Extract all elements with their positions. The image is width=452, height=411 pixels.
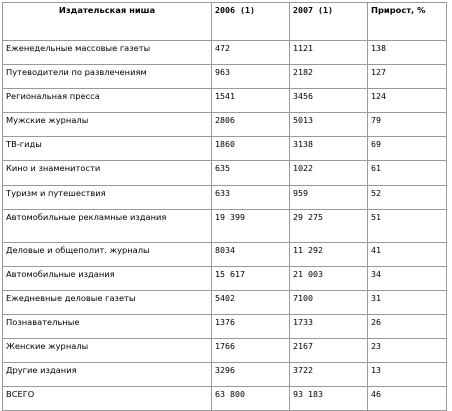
- value-2006-cell: 8034: [212, 242, 290, 266]
- value-2007-cell: 3456: [290, 89, 368, 113]
- table-row: [3, 209, 447, 242]
- table-row: [3, 65, 447, 89]
- header-2006: 2006 (1): [212, 3, 290, 41]
- value-2007-cell: 959: [290, 185, 368, 209]
- value-2007-cell: 1121: [290, 41, 368, 65]
- niche-cell: Познавательные: [3, 314, 212, 338]
- table-row: [3, 137, 447, 161]
- niche-cell: Женские журналы: [3, 339, 212, 363]
- table-row: [3, 242, 447, 266]
- value-2006-cell: 472: [212, 41, 290, 65]
- value-2007-cell: 3722: [290, 363, 368, 387]
- niche-cell: Туризм и путешествия: [3, 185, 212, 209]
- value-2006-cell: 1541: [212, 89, 290, 113]
- niche-cell: ТВ-гиды: [3, 137, 212, 161]
- value-2006-cell: 1376: [212, 314, 290, 338]
- growth-cell: 34: [368, 266, 447, 290]
- value-2007-cell: 1022: [290, 161, 368, 185]
- value-2006-cell: 3296: [212, 363, 290, 387]
- growth-cell: 31: [368, 290, 447, 314]
- header-growth: Прирост, %: [368, 3, 447, 41]
- growth-cell: 13: [368, 363, 447, 387]
- table-row-total: [3, 387, 447, 411]
- value-2007-cell: 2167: [290, 339, 368, 363]
- value-2006-cell: 2806: [212, 113, 290, 137]
- table-row: [3, 339, 447, 363]
- value-2007-cell: 2182: [290, 65, 368, 89]
- growth-cell: 46: [368, 387, 447, 411]
- growth-cell: 52: [368, 185, 447, 209]
- header-2007: 2007 (1): [290, 3, 368, 41]
- table-row: [3, 363, 447, 387]
- value-2007-cell: 93 183: [290, 387, 368, 411]
- growth-cell: 23: [368, 339, 447, 363]
- growth-cell: 69: [368, 137, 447, 161]
- value-2007-cell: 3138: [290, 137, 368, 161]
- value-2006-cell: 635: [212, 161, 290, 185]
- value-2007-cell: 5013: [290, 113, 368, 137]
- table-row: [3, 185, 447, 209]
- growth-cell: 41: [368, 242, 447, 266]
- value-2006-cell: 1860: [212, 137, 290, 161]
- table-row: [3, 113, 447, 137]
- table-row: [3, 290, 447, 314]
- value-2006-cell: 633: [212, 185, 290, 209]
- table-row: [3, 266, 447, 290]
- growth-cell: 61: [368, 161, 447, 185]
- value-2006-cell: 963: [212, 65, 290, 89]
- table-row: [3, 89, 447, 113]
- value-2007-cell: 1733: [290, 314, 368, 338]
- niche-cell: Автомобильные издания: [3, 266, 212, 290]
- value-2007-cell: 7100: [290, 290, 368, 314]
- header-niche: Издательская ниша: [3, 3, 212, 41]
- value-2007-cell: 21 003: [290, 266, 368, 290]
- value-2007-cell: 11 292: [290, 242, 368, 266]
- niche-cell: Еженедельные массовые газеты: [3, 41, 212, 65]
- niche-cell: Путеводители по развлечениям: [3, 65, 212, 89]
- value-2006-cell: 63 800: [212, 387, 290, 411]
- value-2006-cell: 15 617: [212, 266, 290, 290]
- table-row: [3, 314, 447, 338]
- value-2006-cell: 5402: [212, 290, 290, 314]
- table-row: [3, 161, 447, 185]
- growth-cell: 127: [368, 65, 447, 89]
- niche-cell: Региональная пресса: [3, 89, 212, 113]
- growth-cell: 51: [368, 209, 447, 242]
- niche-cell: Деловые и общеполит. журналы: [3, 242, 212, 266]
- value-2006-cell: 1766: [212, 339, 290, 363]
- growth-cell: 79: [368, 113, 447, 137]
- niche-cell: Мужские журналы: [3, 113, 212, 137]
- table-row: [3, 41, 447, 65]
- value-2007-cell: 29 275: [290, 209, 368, 242]
- niche-cell: Кино и знаменитости: [3, 161, 212, 185]
- publishing-niches-table: [2, 2, 447, 411]
- niche-cell: Автомобильные рекламные издания: [3, 209, 212, 242]
- growth-cell: 138: [368, 41, 447, 65]
- niche-cell: Ежедневные деловые газеты: [3, 290, 212, 314]
- growth-cell: 26: [368, 314, 447, 338]
- value-2006-cell: 19 399: [212, 209, 290, 242]
- growth-cell: 124: [368, 89, 447, 113]
- niche-cell: ВСЕГО: [3, 387, 212, 411]
- niche-cell: Другие издания: [3, 363, 212, 387]
- header-row: [3, 3, 447, 41]
